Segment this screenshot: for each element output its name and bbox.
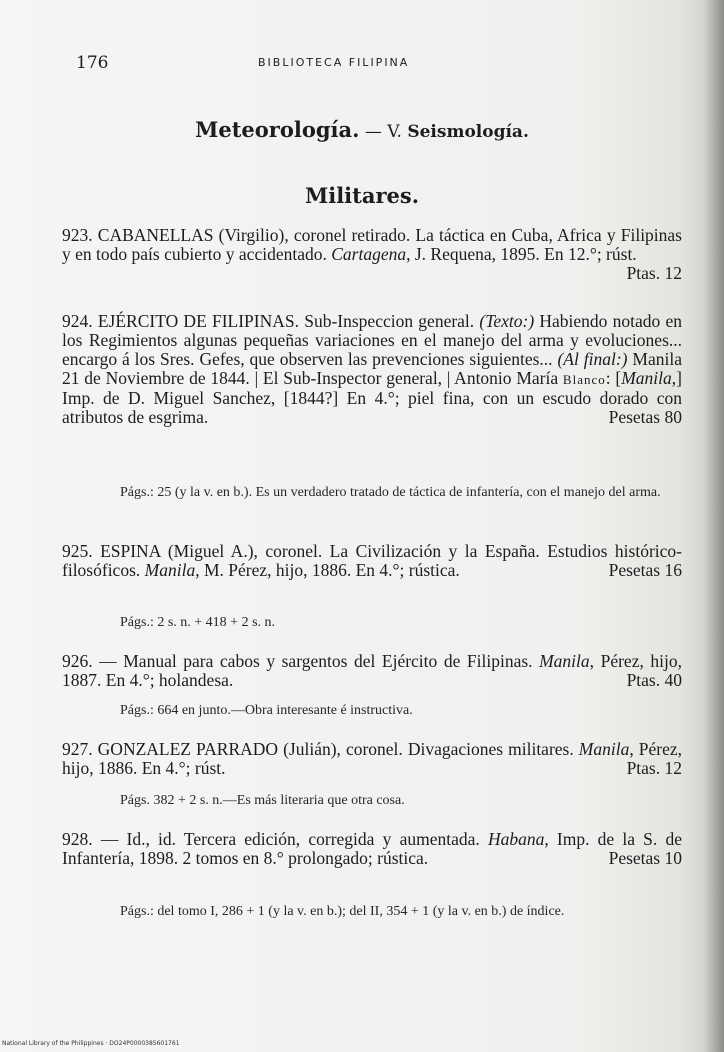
entry-925-note: Págs.: 2 s. n. + 418 + 2 s. n.	[120, 615, 276, 630]
page-edge-shadow	[704, 0, 724, 1052]
entry-price: Pesetas 16	[608, 560, 682, 580]
section-ref: Seismología.	[407, 122, 529, 142]
entry-text: 926. — Manual para cabos y sargentos del Ejército de Filipinas. Manila, Pérez, hijo, 1887. En 4.°; holandesa. Ptas. 40	[62, 651, 682, 690]
entry-place: Manila	[578, 739, 630, 759]
entry-place: Manila	[144, 560, 196, 580]
entry-text: 924. EJÉRCITO DE FILIPINAS. Sub-Inspeccion general. (Texto:) Habiendo notado en los Regimientos algunas pequeñas variaciones en el manejo del arma y evoluciones... encargo á los Sres. Gefes, que observen las prevenciones siguientes... (Al final:) Manila 21 de Noviembre de 1844. | El Sub-Inspector general, | Antonio María Blanco: [Manila,] Imp. de D. Miguel Sanchez, [1844?] En 4.°; piel fina, con un escudo dorado con atributos de esgrima. Pesetas 80	[62, 311, 682, 427]
entry-928	[62, 830, 682, 868]
entry-927	[62, 740, 682, 778]
entry-number: 924.	[62, 311, 93, 331]
entry-price: Pesetas 80	[608, 407, 682, 427]
entry-price: Pesetas 10	[608, 848, 682, 868]
entry-place: Manila	[539, 651, 590, 671]
entry-author-smallcaps: Blanco	[562, 372, 606, 387]
entry-place: Cartagena	[331, 244, 407, 264]
entry-text: 923. CABANELLAS (Virgilio), coronel retirado. La táctica en Cuba, Africa y Filipinas y en todo país cubierto y accidentado. Cartagena, J. Requena, 1895. En 12.°; rúst. Ptas. 12	[62, 225, 682, 283]
entry-926	[62, 652, 682, 690]
entry-923	[62, 226, 682, 283]
entry-number: 923.	[62, 225, 93, 245]
entry-927-note: Págs. 382 + 2 s. n.—Es más literaria que otra cosa.	[120, 793, 405, 808]
entry-text: 927. GONZALEZ PARRADO (Julián), coronel. Divagaciones militares. Manila, Pérez, hijo, 1886. En 4.°; rúst. Ptas. 12	[62, 739, 682, 778]
page-number: 176	[76, 53, 109, 73]
entry-price: Ptas. 12	[626, 758, 682, 778]
entry-price: Ptas. 12	[626, 263, 682, 283]
entry-number: 927.	[62, 739, 93, 759]
entry-924	[62, 312, 682, 427]
entry-926-note: Págs.: 664 en junto.—Obra interesante é instructiva.	[120, 703, 413, 718]
entry-price: Ptas. 40	[626, 670, 682, 690]
entry-number: 926.	[62, 651, 93, 671]
entry-final-label: (Al final:)	[557, 349, 628, 369]
section-title-main: Meteorología.	[195, 117, 360, 142]
entry-925	[62, 542, 682, 580]
entry-number: 928.	[62, 829, 93, 849]
running-head: BIBLIOTECA FILIPINA	[258, 56, 410, 69]
entry-text: 925. ESPINA (Miguel A.), coronel. La Civilización y la España. Estudios histórico-filosóficos. Manila, M. Pérez, hijo, 1886. En 4.°; rústica. Pesetas 16	[62, 541, 682, 580]
scan-credit: National Library of the Philippines · DO24P0000385601761	[2, 1040, 180, 1047]
entry-text: 928. — Id., id. Tercera edición, corregida y aumentada. Habana, Imp. de la S. de Infantería, 1898. 2 tomos en 8.° prolongado; rústica. Pesetas 10	[62, 829, 683, 868]
entry-928-note: Págs.: del tomo I, 286 + 1 (y la v. en b.); del II, 354 + 1 (y la v. en b.) de índice.	[120, 904, 565, 919]
entry-924-note: Págs.: 25 (y la v. en b.). Es un verdadero tratado de táctica de infantería, con el manejo del arma.	[120, 485, 661, 500]
entry-place: Manila	[621, 368, 672, 388]
entry-number: 925.	[62, 541, 93, 561]
entry-place: Habana	[487, 829, 545, 849]
section-dash: — V.	[359, 122, 408, 142]
section-title	[0, 117, 724, 142]
entry-texto-label: (Texto:)	[479, 311, 535, 331]
subsection-title: Militares.	[304, 183, 420, 208]
